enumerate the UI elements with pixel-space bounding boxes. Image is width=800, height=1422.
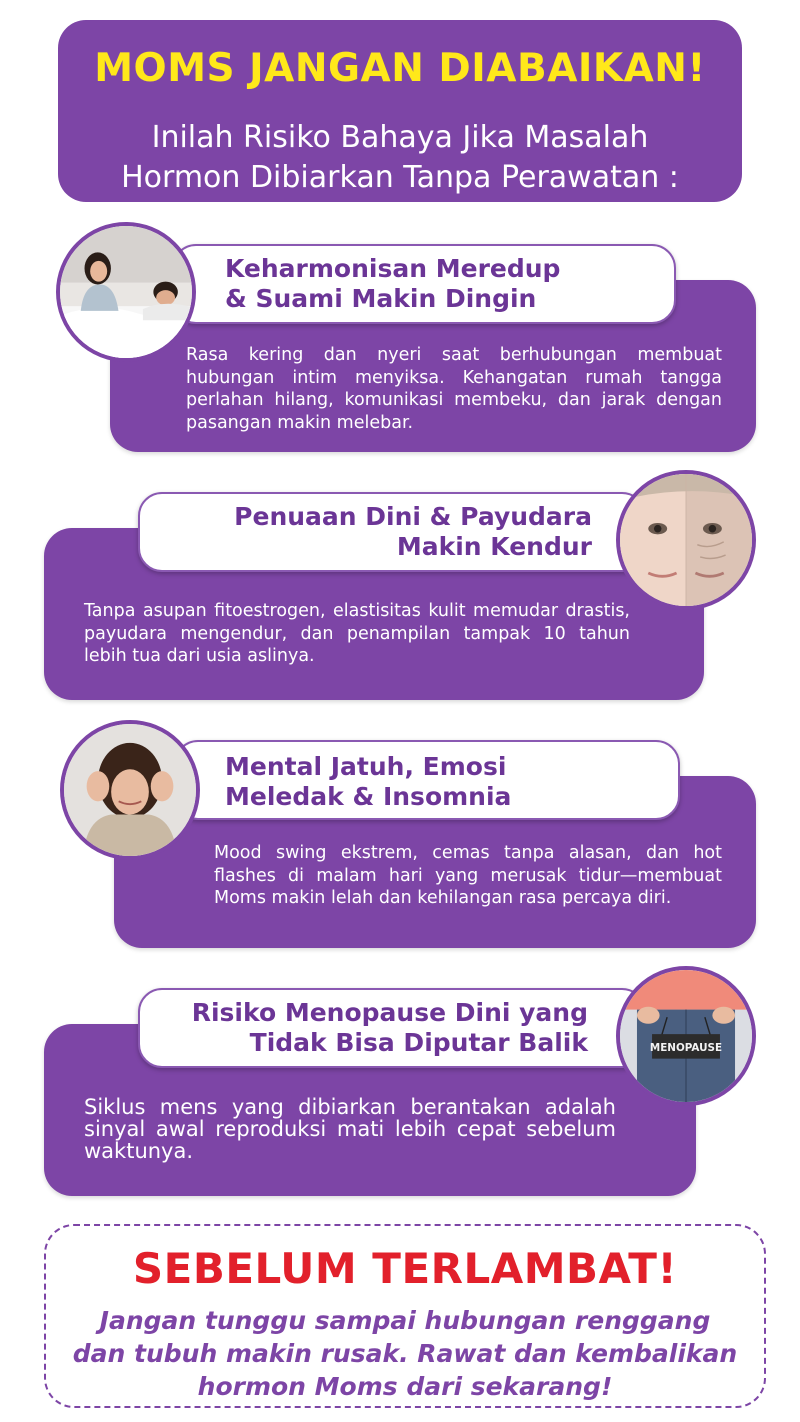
risk-title-line1: Mental Jatuh, Emosi bbox=[225, 752, 507, 781]
risk-title-line2: Tidak Bisa Diputar Balik bbox=[249, 1028, 588, 1057]
header-subtitle-line1: Inilah Risiko Bahaya Jika Masalah bbox=[151, 120, 649, 155]
risk-title-line1: Risiko Menopause Dini yang bbox=[191, 998, 588, 1027]
risk-title-line2: Makin Kendur bbox=[396, 532, 592, 561]
cta-text-line3: hormon Moms dari sekarang! bbox=[197, 1372, 613, 1401]
cta-text-line1: Jangan tunggu sampai hubungan renggang bbox=[99, 1306, 711, 1335]
risk-title-line2: Meledak & Insomnia bbox=[225, 782, 512, 811]
header-title: MOMS JANGAN DIABAIKAN! bbox=[94, 46, 706, 91]
stressed-woman-photo bbox=[60, 720, 200, 860]
cta-box bbox=[44, 1224, 766, 1408]
cta-title: SEBELUM TERLAMBAT! bbox=[132, 1244, 678, 1293]
risk-title-line2: & Suami Makin Dingin bbox=[225, 284, 537, 313]
risk-title-line1: Penuaan Dini & Payudara bbox=[234, 502, 592, 531]
risk-title-line1: Keharmonisan Meredup bbox=[225, 254, 561, 283]
risk-description: Tanpa asupan fitoestrogen, elastisitas kulit memudar drastis, payudara mengendur, dan penampilan tampak 10 tahun lebih tua dari usia aslinya. bbox=[84, 601, 630, 666]
risk-description: Mood swing ekstrem, cemas tanpa alasan, dan hot flashes di malam hari yang merusak tidur—membuat Moms makin lelah dan kehilangan rasa percaya diri. bbox=[214, 843, 722, 908]
couple-bed-photo bbox=[56, 222, 196, 362]
header-banner bbox=[58, 20, 742, 202]
menopause-sign-text: MENOPAUSE bbox=[649, 1042, 723, 1055]
cta-text-line2: dan tubuh makin rusak. Rawat dan kembalikan bbox=[72, 1339, 738, 1368]
risk-description: Siklus mens yang dibiarkan berantakan adalah sinyal awal reproduksi mati lebih cepat sebelum waktunya. bbox=[84, 1095, 616, 1163]
aging-face-photo bbox=[616, 470, 756, 610]
risk-description: Rasa kering dan nyeri saat berhubungan membuat hubungan intim menyiksa. Kehangatan rumah tangga perlahan hilang, komunikasi membeku, dan jarak dengan pasangan makin melebar. bbox=[186, 345, 722, 433]
menopause-sign-photo bbox=[616, 966, 756, 1106]
header-subtitle-line2: Hormon Dibiarkan Tanpa Perawatan : bbox=[121, 160, 679, 195]
